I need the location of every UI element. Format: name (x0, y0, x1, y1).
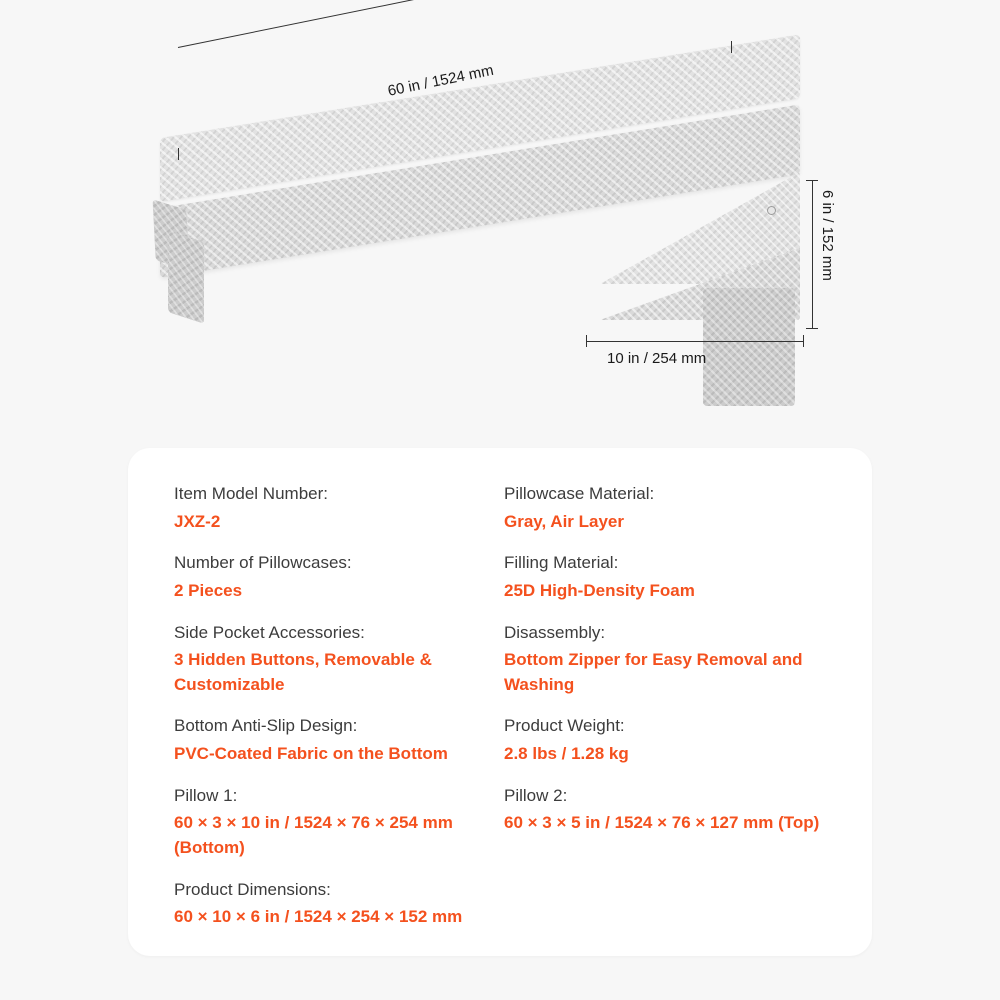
spec-value: JXZ-2 (174, 511, 221, 531)
length-dimension-line (178, 0, 721, 48)
spec-item (504, 551, 834, 603)
spec-value: 2 Pieces (174, 580, 243, 600)
spec-label: Item Model Number: (174, 484, 328, 503)
width-dimension-tick-left (586, 335, 587, 347)
spec-item (174, 714, 504, 766)
spec-value: 60 × 3 × 5 in / 1524 × 76 × 127 mm (Top) (504, 813, 820, 833)
spec-value: Bottom Zipper for Easy Removal and Washing (504, 650, 803, 694)
spec-value: 25D High-Density Foam (504, 580, 695, 600)
width-dimension-line (586, 341, 804, 342)
spec-item (504, 784, 834, 836)
width-dimension-tick-right (803, 335, 804, 347)
length-dimension-label: 60 in / 1524 mm (386, 61, 496, 100)
spec-label: Product Weight: (504, 716, 625, 736)
spec-item (174, 482, 504, 534)
spec-value: PVC-Coated Fabric on the Bottom (174, 744, 448, 764)
spec-item (174, 878, 504, 930)
width-dimension-label: 10 in / 254 mm (607, 350, 707, 367)
spec-value: 2.8 lbs / 1.28 kg (504, 744, 629, 764)
height-dimension-label: 6 in / 152 mm (819, 190, 836, 281)
specifications-left-column (174, 482, 504, 947)
height-dimension-tick-top (806, 180, 818, 181)
folded-front-block (703, 288, 795, 406)
spec-label: Number of Pillowcases: (174, 553, 352, 573)
specifications-card (128, 448, 872, 956)
spec-item (174, 621, 504, 698)
spec-value: 60 × 3 × 10 in / 1524 × 76 × 254 mm (Bottom) (174, 813, 453, 858)
spec-item (174, 784, 504, 861)
spec-label: Pillowcase Material: (504, 484, 655, 503)
spec-value: 60 × 10 × 6 in / 1524 × 254 × 152 mm (174, 907, 463, 927)
hidden-button-icon (767, 206, 776, 215)
specifications-columns (174, 482, 834, 947)
pillow-side-pocket-flap (168, 230, 204, 324)
spec-value: 3 Hidden Buttons, Removable & Customizable (174, 650, 432, 694)
height-dimension-line (812, 180, 813, 328)
wedge-pillow-folded-graphic (585, 170, 825, 430)
spec-label: Filling Material: (504, 553, 619, 573)
specifications-right-column (504, 482, 834, 947)
spec-value: Gray, Air Layer (504, 511, 625, 531)
spec-label: Disassembly: (504, 622, 606, 642)
spec-item (504, 482, 834, 534)
spec-label: Pillow 2: (504, 785, 568, 805)
spec-item (174, 551, 504, 603)
height-dimension-tick-bottom (806, 328, 818, 329)
product-illustration (0, 0, 1000, 440)
length-dimension-tick-left (178, 148, 179, 160)
spec-label: Bottom Anti-Slip Design: (174, 716, 358, 736)
spec-label: Pillow 1: (174, 785, 238, 805)
spec-item (504, 714, 834, 766)
spec-item (504, 621, 834, 698)
length-dimension-tick-right (731, 41, 732, 53)
spec-label: Side Pocket Accessories: (174, 622, 365, 642)
spec-label: Product Dimensions: (174, 879, 331, 899)
